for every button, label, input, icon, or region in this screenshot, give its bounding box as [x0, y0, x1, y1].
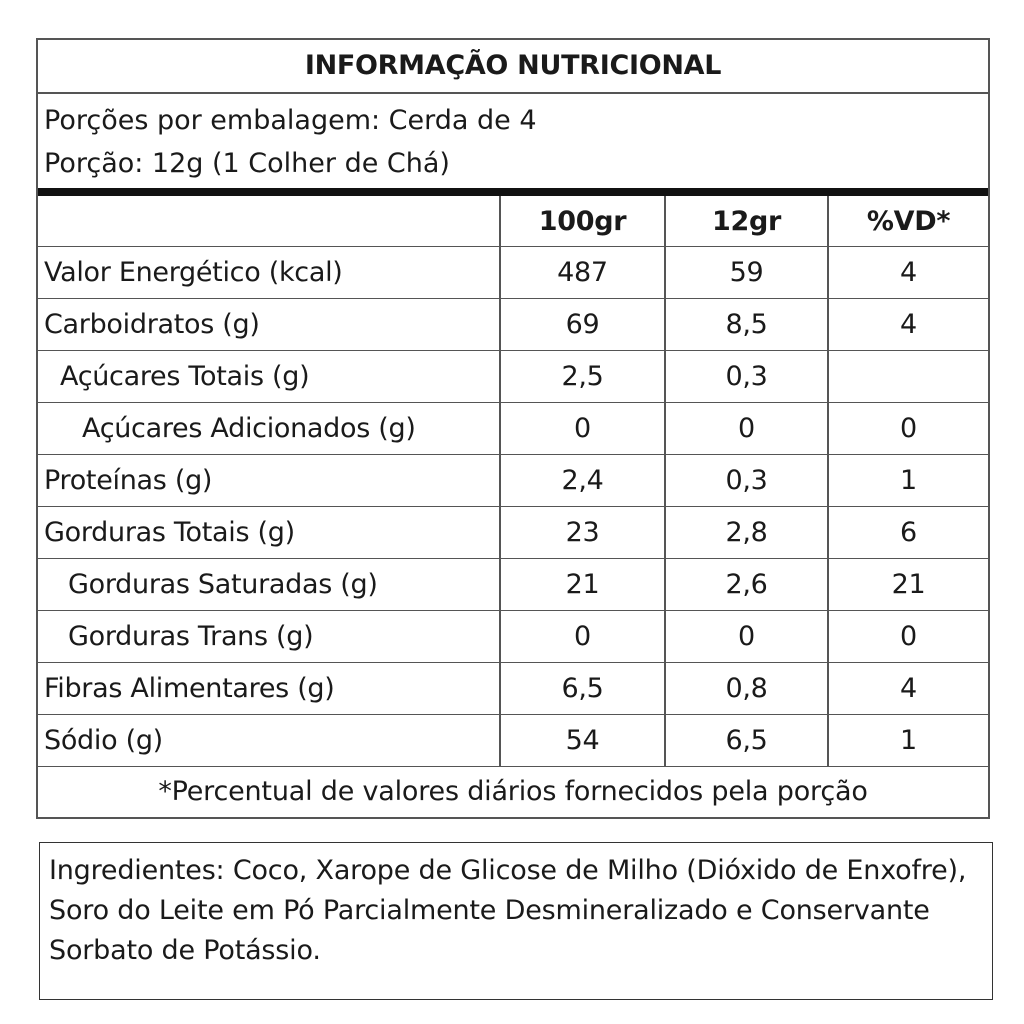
table-row: [38, 299, 988, 351]
nutrient-name: Fibras Alimentares (g): [38, 663, 500, 715]
table-row: [38, 611, 988, 663]
value-12gr: 2,8: [665, 507, 828, 559]
value-vd: 1: [828, 455, 988, 507]
nutrient-name: Valor Energético (kcal): [38, 247, 500, 299]
nutrition-facts-table: [36, 38, 990, 819]
nutrient-name: Gorduras Totais (g): [38, 507, 500, 559]
nutrient-name: Gorduras Saturadas (g): [38, 559, 500, 611]
nutrient-name: Proteínas (g): [38, 455, 500, 507]
table-title: INFORMAÇÃO NUTRICIONAL: [38, 40, 988, 94]
value-12gr: 2,6: [665, 559, 828, 611]
header-row: [38, 196, 988, 247]
column-header-nutrient: [38, 196, 500, 247]
column-header-100gr: 100gr: [500, 196, 665, 247]
column-header-12gr: 12gr: [665, 196, 828, 247]
ingredients-text: Ingredientes: Coco, Xarope de Glicose de Milho (Dióxido de Enxofre), Soro do Leite em Pó Parcialmente Desmineralizado e Conservante Sorbato de Potássio.: [49, 855, 967, 966]
portion-size: Porção: 12g (1 Colher de Chá): [44, 148, 450, 179]
value-12gr: 0: [665, 403, 828, 455]
value-100gr: 0: [500, 403, 665, 455]
table-row: [38, 247, 988, 299]
value-vd: 0: [828, 611, 988, 663]
value-vd: 1: [828, 715, 988, 767]
footnote: *Percentual de valores diários fornecidos pela porção: [38, 767, 988, 819]
table-row: [38, 507, 988, 559]
value-100gr: 23: [500, 507, 665, 559]
thick-divider: [38, 188, 988, 196]
value-vd: 21: [828, 559, 988, 611]
value-12gr: 59: [665, 247, 828, 299]
table-row: [38, 351, 988, 403]
value-100gr: 0: [500, 611, 665, 663]
column-header-vd: %VD*: [828, 196, 988, 247]
value-100gr: 2,5: [500, 351, 665, 403]
table-row: [38, 715, 988, 767]
value-vd: 0: [828, 403, 988, 455]
value-100gr: 54: [500, 715, 665, 767]
table-row: [38, 663, 988, 715]
value-100gr: 69: [500, 299, 665, 351]
ingredients-box: [39, 842, 993, 1000]
nutrient-name: Açúcares Totais (g): [38, 351, 500, 403]
value-12gr: 0: [665, 611, 828, 663]
value-12gr: 8,5: [665, 299, 828, 351]
value-vd: 4: [828, 663, 988, 715]
value-12gr: 0,3: [665, 351, 828, 403]
nutrient-name: Carboidratos (g): [38, 299, 500, 351]
value-vd: 4: [828, 299, 988, 351]
nutrient-name: Açúcares Adicionados (g): [38, 403, 500, 455]
table-row: [38, 403, 988, 455]
value-100gr: 2,4: [500, 455, 665, 507]
table-row: [38, 455, 988, 507]
value-12gr: 0,3: [665, 455, 828, 507]
value-vd: 4: [828, 247, 988, 299]
value-100gr: 21: [500, 559, 665, 611]
nutrient-name: Sódio (g): [38, 715, 500, 767]
nutrient-name: Gorduras Trans (g): [38, 611, 500, 663]
value-vd: 6: [828, 507, 988, 559]
nutrient-table: [38, 196, 988, 767]
table-row: [38, 559, 988, 611]
value-100gr: 487: [500, 247, 665, 299]
value-12gr: 6,5: [665, 715, 828, 767]
servings-per-package: Porções por embalagem: Cerda de 4: [44, 105, 537, 136]
serving-info: [38, 94, 988, 188]
value-12gr: 0,8: [665, 663, 828, 715]
value-vd: [828, 351, 988, 403]
value-100gr: 6,5: [500, 663, 665, 715]
